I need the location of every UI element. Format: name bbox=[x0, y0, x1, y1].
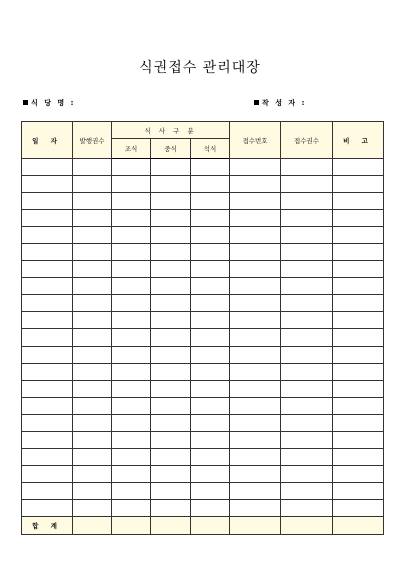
table-row bbox=[22, 210, 384, 227]
total-cell[interactable] bbox=[151, 516, 191, 534]
table-row bbox=[22, 448, 384, 465]
table-cell[interactable] bbox=[230, 261, 281, 278]
table-row bbox=[22, 278, 384, 295]
table-cell[interactable] bbox=[333, 465, 384, 482]
table-cell[interactable] bbox=[333, 448, 384, 465]
table-cell[interactable] bbox=[281, 380, 333, 397]
table-cell[interactable] bbox=[281, 176, 333, 193]
table-cell[interactable] bbox=[22, 278, 73, 295]
table-cell[interactable] bbox=[22, 380, 73, 397]
table-cell[interactable] bbox=[230, 482, 281, 499]
header-lunch: 중식 bbox=[151, 139, 191, 159]
table-cell[interactable] bbox=[281, 244, 333, 261]
table-cell[interactable] bbox=[333, 210, 384, 227]
table-cell[interactable] bbox=[333, 312, 384, 329]
table-cell[interactable] bbox=[191, 482, 230, 499]
table-cell[interactable] bbox=[281, 312, 333, 329]
table-row bbox=[22, 380, 384, 397]
table-cell[interactable] bbox=[230, 499, 281, 516]
table-cell[interactable] bbox=[73, 193, 112, 210]
total-cell[interactable] bbox=[73, 516, 112, 534]
table-cell[interactable] bbox=[22, 244, 73, 261]
table-cell[interactable] bbox=[191, 295, 230, 312]
table-cell[interactable] bbox=[73, 431, 112, 448]
page-title: 식권접수 관리대장 bbox=[139, 60, 261, 76]
table-cell[interactable] bbox=[112, 380, 151, 397]
table-cell[interactable] bbox=[333, 431, 384, 448]
table-cell[interactable] bbox=[112, 499, 151, 516]
table-cell[interactable] bbox=[73, 295, 112, 312]
table-cell[interactable] bbox=[73, 499, 112, 516]
table-cell[interactable] bbox=[281, 414, 333, 431]
table-cell[interactable] bbox=[22, 329, 73, 346]
total-cell[interactable] bbox=[230, 516, 281, 534]
table-cell[interactable] bbox=[112, 244, 151, 261]
total-cell[interactable] bbox=[333, 516, 384, 534]
table-cell[interactable] bbox=[112, 193, 151, 210]
total-cell[interactable] bbox=[112, 516, 151, 534]
ledger-body bbox=[22, 159, 384, 535]
table-cell[interactable] bbox=[281, 159, 333, 176]
table-cell[interactable] bbox=[112, 159, 151, 176]
table-cell[interactable] bbox=[151, 397, 191, 414]
table-row bbox=[22, 159, 384, 176]
table-cell[interactable] bbox=[333, 244, 384, 261]
table-cell[interactable] bbox=[151, 346, 191, 363]
table-cell[interactable] bbox=[281, 363, 333, 380]
table-cell[interactable] bbox=[191, 210, 230, 227]
table-cell[interactable] bbox=[73, 329, 112, 346]
table-cell[interactable] bbox=[333, 380, 384, 397]
table-row bbox=[22, 261, 384, 278]
header-meal-type: 식 사 구 분 bbox=[112, 122, 230, 139]
table-cell[interactable] bbox=[281, 278, 333, 295]
table-cell[interactable] bbox=[333, 176, 384, 193]
table-cell[interactable] bbox=[230, 193, 281, 210]
table-cell[interactable] bbox=[333, 346, 384, 363]
table-cell[interactable] bbox=[281, 346, 333, 363]
table-cell[interactable] bbox=[73, 278, 112, 295]
table-cell[interactable] bbox=[230, 244, 281, 261]
table-cell[interactable] bbox=[112, 465, 151, 482]
table-cell[interactable] bbox=[333, 159, 384, 176]
table-cell[interactable] bbox=[112, 227, 151, 244]
table-cell[interactable] bbox=[73, 448, 112, 465]
table-cell[interactable] bbox=[281, 261, 333, 278]
table-cell[interactable] bbox=[151, 363, 191, 380]
table-cell[interactable] bbox=[333, 329, 384, 346]
ledger-table bbox=[21, 121, 384, 535]
table-row bbox=[22, 363, 384, 380]
table-cell[interactable] bbox=[22, 499, 73, 516]
table-cell[interactable] bbox=[333, 397, 384, 414]
table-cell[interactable] bbox=[73, 363, 112, 380]
table-cell[interactable] bbox=[191, 278, 230, 295]
table-cell[interactable] bbox=[112, 210, 151, 227]
table-cell[interactable] bbox=[281, 227, 333, 244]
table-cell[interactable] bbox=[73, 244, 112, 261]
table-cell[interactable] bbox=[151, 176, 191, 193]
table-cell[interactable] bbox=[230, 176, 281, 193]
table-cell[interactable] bbox=[191, 159, 230, 176]
table-cell[interactable] bbox=[230, 397, 281, 414]
table-cell[interactable] bbox=[151, 261, 191, 278]
table-cell[interactable] bbox=[112, 176, 151, 193]
table-cell[interactable] bbox=[230, 278, 281, 295]
table-cell[interactable] bbox=[73, 465, 112, 482]
table-cell[interactable] bbox=[112, 278, 151, 295]
table-cell[interactable] bbox=[230, 346, 281, 363]
table-cell[interactable] bbox=[73, 397, 112, 414]
table-cell[interactable] bbox=[22, 346, 73, 363]
table-cell[interactable] bbox=[230, 363, 281, 380]
table-cell[interactable] bbox=[281, 431, 333, 448]
table-row bbox=[22, 193, 384, 210]
header-received-count: 접수권수 bbox=[281, 122, 333, 159]
total-label: 합 계 bbox=[22, 516, 73, 534]
table-cell[interactable] bbox=[22, 465, 73, 482]
table-cell[interactable] bbox=[151, 482, 191, 499]
total-cell[interactable] bbox=[281, 516, 333, 534]
table-cell[interactable] bbox=[191, 414, 230, 431]
table-cell[interactable] bbox=[22, 482, 73, 499]
table-row bbox=[22, 244, 384, 261]
table-cell[interactable] bbox=[333, 499, 384, 516]
table-cell[interactable] bbox=[22, 227, 73, 244]
table-cell[interactable] bbox=[112, 414, 151, 431]
table-cell[interactable] bbox=[281, 210, 333, 227]
table-cell[interactable] bbox=[151, 312, 191, 329]
table-cell[interactable] bbox=[333, 295, 384, 312]
table-cell[interactable] bbox=[112, 312, 151, 329]
table-cell[interactable] bbox=[281, 397, 333, 414]
table-cell[interactable] bbox=[191, 244, 230, 261]
table-cell[interactable] bbox=[191, 431, 230, 448]
table-cell[interactable] bbox=[281, 295, 333, 312]
table-cell[interactable] bbox=[230, 159, 281, 176]
header-issued-count: 발행권수 bbox=[73, 122, 112, 159]
table-cell[interactable] bbox=[112, 448, 151, 465]
table-cell[interactable] bbox=[112, 397, 151, 414]
table-cell[interactable] bbox=[333, 193, 384, 210]
table-cell[interactable] bbox=[151, 329, 191, 346]
table-cell[interactable] bbox=[230, 329, 281, 346]
table-cell[interactable] bbox=[73, 346, 112, 363]
table-cell[interactable] bbox=[191, 261, 230, 278]
table-cell[interactable] bbox=[22, 448, 73, 465]
table-cell[interactable] bbox=[73, 380, 112, 397]
table-row bbox=[22, 414, 384, 431]
table-row bbox=[22, 482, 384, 499]
table-cell[interactable] bbox=[230, 448, 281, 465]
table-cell[interactable] bbox=[230, 431, 281, 448]
table-cell[interactable] bbox=[281, 499, 333, 516]
table-cell[interactable] bbox=[230, 465, 281, 482]
table-cell[interactable] bbox=[112, 482, 151, 499]
table-row bbox=[22, 346, 384, 363]
table-cell[interactable] bbox=[22, 176, 73, 193]
table-cell[interactable] bbox=[73, 210, 112, 227]
table-cell[interactable] bbox=[151, 295, 191, 312]
table-cell[interactable] bbox=[191, 397, 230, 414]
table-cell[interactable] bbox=[112, 261, 151, 278]
table-cell[interactable] bbox=[230, 312, 281, 329]
table-cell[interactable] bbox=[281, 329, 333, 346]
table-cell[interactable] bbox=[333, 363, 384, 380]
table-cell[interactable] bbox=[73, 227, 112, 244]
header-dinner: 석식 bbox=[191, 139, 230, 159]
header-remarks: 비 고 bbox=[333, 122, 384, 159]
table-row bbox=[22, 176, 384, 193]
table-cell[interactable] bbox=[333, 482, 384, 499]
total-row bbox=[22, 516, 384, 534]
table-cell[interactable] bbox=[112, 329, 151, 346]
table-cell[interactable] bbox=[22, 193, 73, 210]
table-cell[interactable] bbox=[191, 227, 230, 244]
table-cell[interactable] bbox=[151, 414, 191, 431]
writer-label: 작 성 자 : bbox=[262, 99, 307, 107]
table-cell[interactable] bbox=[22, 210, 73, 227]
cafeteria-field bbox=[23, 98, 75, 108]
table-cell[interactable] bbox=[22, 414, 73, 431]
table-cell[interactable] bbox=[151, 465, 191, 482]
table-cell[interactable] bbox=[191, 176, 230, 193]
table-cell[interactable] bbox=[333, 414, 384, 431]
table-cell[interactable] bbox=[333, 278, 384, 295]
table-cell[interactable] bbox=[151, 159, 191, 176]
square-bullet-icon bbox=[23, 100, 28, 105]
table-row bbox=[22, 431, 384, 448]
table-cell[interactable] bbox=[151, 431, 191, 448]
table-row bbox=[22, 312, 384, 329]
table-cell[interactable] bbox=[191, 329, 230, 346]
table-cell[interactable] bbox=[22, 397, 73, 414]
table-cell[interactable] bbox=[281, 465, 333, 482]
table-cell[interactable] bbox=[151, 244, 191, 261]
table-cell[interactable] bbox=[281, 448, 333, 465]
table-cell[interactable] bbox=[281, 482, 333, 499]
table-cell[interactable] bbox=[191, 380, 230, 397]
table-cell[interactable] bbox=[230, 380, 281, 397]
table-cell[interactable] bbox=[191, 448, 230, 465]
table-cell[interactable] bbox=[281, 193, 333, 210]
table-cell[interactable] bbox=[191, 193, 230, 210]
table-cell[interactable] bbox=[151, 227, 191, 244]
table-row bbox=[22, 227, 384, 244]
table-cell[interactable] bbox=[191, 312, 230, 329]
table-cell[interactable] bbox=[151, 193, 191, 210]
table-cell[interactable] bbox=[73, 261, 112, 278]
table-cell[interactable] bbox=[151, 380, 191, 397]
header-breakfast: 조식 bbox=[112, 139, 151, 159]
table-row bbox=[22, 465, 384, 482]
cafeteria-label: 식 당 명 : bbox=[31, 99, 76, 107]
table-cell[interactable] bbox=[230, 227, 281, 244]
table-cell[interactable] bbox=[191, 363, 230, 380]
table-cell[interactable] bbox=[112, 431, 151, 448]
table-row bbox=[22, 295, 384, 312]
table-cell[interactable] bbox=[151, 499, 191, 516]
table-cell[interactable] bbox=[191, 499, 230, 516]
table-cell[interactable] bbox=[230, 414, 281, 431]
table-cell[interactable] bbox=[191, 465, 230, 482]
header-receipt-number: 접수번호 bbox=[230, 122, 281, 159]
table-cell[interactable] bbox=[112, 295, 151, 312]
table-cell[interactable] bbox=[22, 363, 73, 380]
table-cell[interactable] bbox=[191, 346, 230, 363]
header-date: 일 자 bbox=[22, 122, 73, 159]
table-cell[interactable] bbox=[22, 159, 73, 176]
table-cell[interactable] bbox=[22, 261, 73, 278]
table-cell[interactable] bbox=[333, 227, 384, 244]
total-cell[interactable] bbox=[191, 516, 230, 534]
table-cell[interactable] bbox=[73, 176, 112, 193]
table-row bbox=[22, 499, 384, 516]
table-cell[interactable] bbox=[230, 295, 281, 312]
table-cell[interactable] bbox=[22, 431, 73, 448]
table-cell[interactable] bbox=[230, 210, 281, 227]
square-bullet-icon bbox=[254, 100, 259, 105]
table-cell[interactable] bbox=[151, 278, 191, 295]
table-cell[interactable] bbox=[73, 159, 112, 176]
table-cell[interactable] bbox=[22, 295, 73, 312]
table-cell[interactable] bbox=[333, 261, 384, 278]
table-row bbox=[22, 397, 384, 414]
table-cell[interactable] bbox=[112, 363, 151, 380]
table-cell[interactable] bbox=[112, 346, 151, 363]
table-cell[interactable] bbox=[151, 210, 191, 227]
table-cell[interactable] bbox=[22, 312, 73, 329]
table-cell[interactable] bbox=[151, 448, 191, 465]
writer-field bbox=[254, 98, 306, 108]
table-cell[interactable] bbox=[73, 482, 112, 499]
table-row bbox=[22, 329, 384, 346]
table-cell[interactable] bbox=[73, 312, 112, 329]
table-cell[interactable] bbox=[73, 414, 112, 431]
